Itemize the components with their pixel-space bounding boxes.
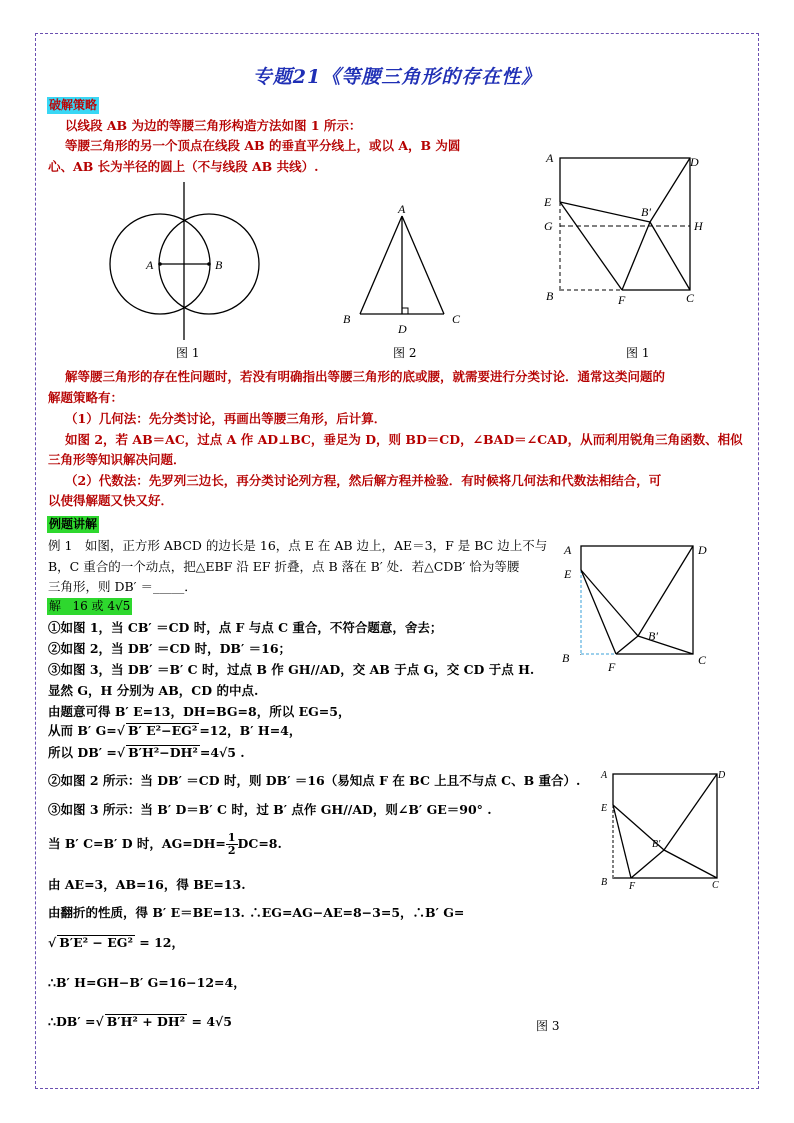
answer-tag <box>47 598 132 615</box>
caption-fig2: 图 2 <box>393 346 417 360</box>
solution-s3: ③如图 3，当 DB′ ＝B′ C 时，过点 B 作 GH//AD，交 AB 于点 G，交 CD 于点 H. <box>48 662 535 677</box>
example-q3: 三角形，则 DB′ ＝_____． <box>48 579 197 594</box>
label-B: B <box>601 877 608 888</box>
label-C: C <box>712 880 719 891</box>
s13-radicand: B′E² − EG² <box>59 935 133 950</box>
label-D: D <box>690 155 699 169</box>
label-F: F <box>629 881 636 892</box>
methods-intro2: 解题策略有： <box>48 390 124 405</box>
fraction-half: $\frac{1}{2}$ <box>227 831 236 857</box>
solution-s13: √ B′E² − EG² = 12， <box>48 935 185 950</box>
answer-label: 解 <box>49 599 62 613</box>
s6-radicand: B′ E²−EG² <box>127 723 198 738</box>
label-Bp: B′ <box>652 839 661 850</box>
tag-example: 例题讲解 <box>49 517 98 531</box>
label-D: D <box>698 543 707 557</box>
methods-alg2: 以使得解题又快又好． <box>48 493 174 508</box>
figure-triangle <box>338 202 468 337</box>
label-G: G <box>544 219 553 233</box>
label-H: H <box>694 219 703 233</box>
s15-radicand: B′H² + DH² <box>106 1014 186 1029</box>
methods-intro1: 解等腰三角形的存在性问题时，若没有明确指出等腰三角形的底或腰，就需要进行分类讨论．通常这类问题的 <box>65 369 666 384</box>
label-E: E <box>544 195 552 209</box>
methods-geo: （1）几何法：先分类讨论，再画出等腰三角形，后计算． <box>65 411 387 426</box>
strategy-line1: 以线段 AB 为边的等腰三角形构造方法如图 1 所示： <box>65 118 362 133</box>
page-title: 专题21《等腰三角形的存在性》 <box>252 66 542 88</box>
solution-s12: 由翻折的性质，得 B′ E＝BE=13. ∴EG=AG−AE=8−3=5，∴B′ G= <box>48 905 465 920</box>
caption-fig3: 图 3 <box>536 1019 560 1033</box>
caption-fig1: 图 1 <box>176 346 200 360</box>
s7-radicand: B′H²−DH² <box>128 745 198 760</box>
example-q2: B，C 重合的一个动点，把△EBF 沿 EF 折叠，点 B 落在 B′ 处．若△CDB′ 恰为等腰 <box>48 559 520 574</box>
s7-suffix: =4√5 . <box>199 745 245 760</box>
solution-s11: 由 AE=3，AB=16，得 BE=13. <box>48 877 246 892</box>
label-B: B <box>546 289 554 303</box>
figure-square-3 <box>596 765 736 895</box>
figure-circles <box>108 182 270 342</box>
solution-s4: 显然 G，H 分别为 AB，CD 的中点. <box>48 683 259 698</box>
solution-s15: ∴DB′ =√ B′H² + DH² = 4√5 <box>48 1014 232 1029</box>
s6-prefix: 从而 B′ G= <box>48 723 117 738</box>
label-A: A <box>546 151 554 165</box>
solution-s9: ③如图 3 所示：当 B′ D＝B′ C 时，过 B′ 点作 GH//AD，则∠B′ GE＝90° . <box>48 802 492 817</box>
label-B: B <box>215 258 223 272</box>
label-F: F <box>608 660 616 674</box>
label-Bp: B′ <box>641 205 651 219</box>
s7-prefix: 所以 DB′ = <box>48 745 117 760</box>
label-D: D <box>398 322 407 336</box>
s6-suffix: =12，B′ H=4， <box>199 723 302 738</box>
tag-strategy: 破解策略 <box>49 98 98 112</box>
methods-alg: （2）代数法：先罗列三边长，再分类讨论列方程，然后解方程并检验．有时候将几何法和代数法相结合，可 <box>65 473 662 488</box>
figure-square-1 <box>540 150 720 330</box>
s15-prefix: ∴DB′ = <box>48 1014 96 1029</box>
solution-s2: ②如图 2，当 DB′ ＝CD 时，DB′ ＝16； <box>48 641 292 656</box>
label-Bp: B′ <box>648 629 658 643</box>
label-C: C <box>452 312 461 326</box>
methods-geo2: 如图 2，若 AB＝AC，过点 A 作 AD⊥BC，垂足为 D，则 BD＝CD，∠BAD＝∠CAD，从而利用锐角三角函数、相似 <box>65 432 743 447</box>
solution-s14: ∴B′ H=GH−B′ G=16−12=4， <box>48 975 246 990</box>
label-A: A <box>564 543 572 557</box>
methods-geo3: 三角形等知识解决问题． <box>48 452 186 467</box>
label-A: A <box>601 770 608 781</box>
figure-square-example <box>558 540 718 675</box>
label-C: C <box>698 653 707 667</box>
example-q1: 例 1 如图，正方形 ABCD 的边长是 16，点 E 在 AB 边上，AE＝3，F 是 BC 边上不与 <box>48 538 548 553</box>
label-B: B <box>562 651 570 665</box>
label-D: D <box>718 770 726 781</box>
label-F: F <box>618 293 626 307</box>
label-E: E <box>601 803 608 814</box>
label-A: A <box>398 202 406 216</box>
s10-prefix: 当 B′ C=B′ D 时，AG=DH= <box>48 836 226 851</box>
strategy-line3: 心、AB 长为半径的圆上（不与线段 AB 共线）. <box>48 159 319 174</box>
solution-s1: ①如图 1，当 CB′ ＝CD 时，点 F 与点 C 重合，不符合题意，舍去； <box>48 620 443 635</box>
answer-value: 16 或 4√5 <box>72 599 131 613</box>
label-B: B <box>343 312 351 326</box>
label-A: A <box>146 258 154 272</box>
solution-s7: 所以 DB′ =√ B′H²−DH² =4√5 . <box>48 745 245 760</box>
label-C: C <box>686 291 695 305</box>
solution-s5: 由题意可得 B′ E=13，DH=BG=8，所以 EG=5， <box>48 704 351 719</box>
solution-s8: ②如图 2 所示：当 DB′ ＝CD 时，则 DB′ ＝16（易知点 F 在 BC 上且不与点 C、B 重合）. <box>48 773 581 788</box>
s10-suffix: DC=8. <box>237 836 282 851</box>
label-E: E <box>564 567 572 581</box>
s13-suffix: = 12， <box>134 935 185 950</box>
strategy-line2: 等腰三角形的另一个顶点在线段 AB 的垂直平分线上，或以 A，B 为圆 <box>65 138 461 153</box>
caption-fig1b: 图 1 <box>626 346 650 360</box>
solution-s10 <box>48 832 282 857</box>
solution-s6: 从而 B′ G=√ B′ E²−EG² =12，B′ H=4， <box>48 723 302 738</box>
s15-suffix: = 4√5 <box>187 1014 232 1029</box>
